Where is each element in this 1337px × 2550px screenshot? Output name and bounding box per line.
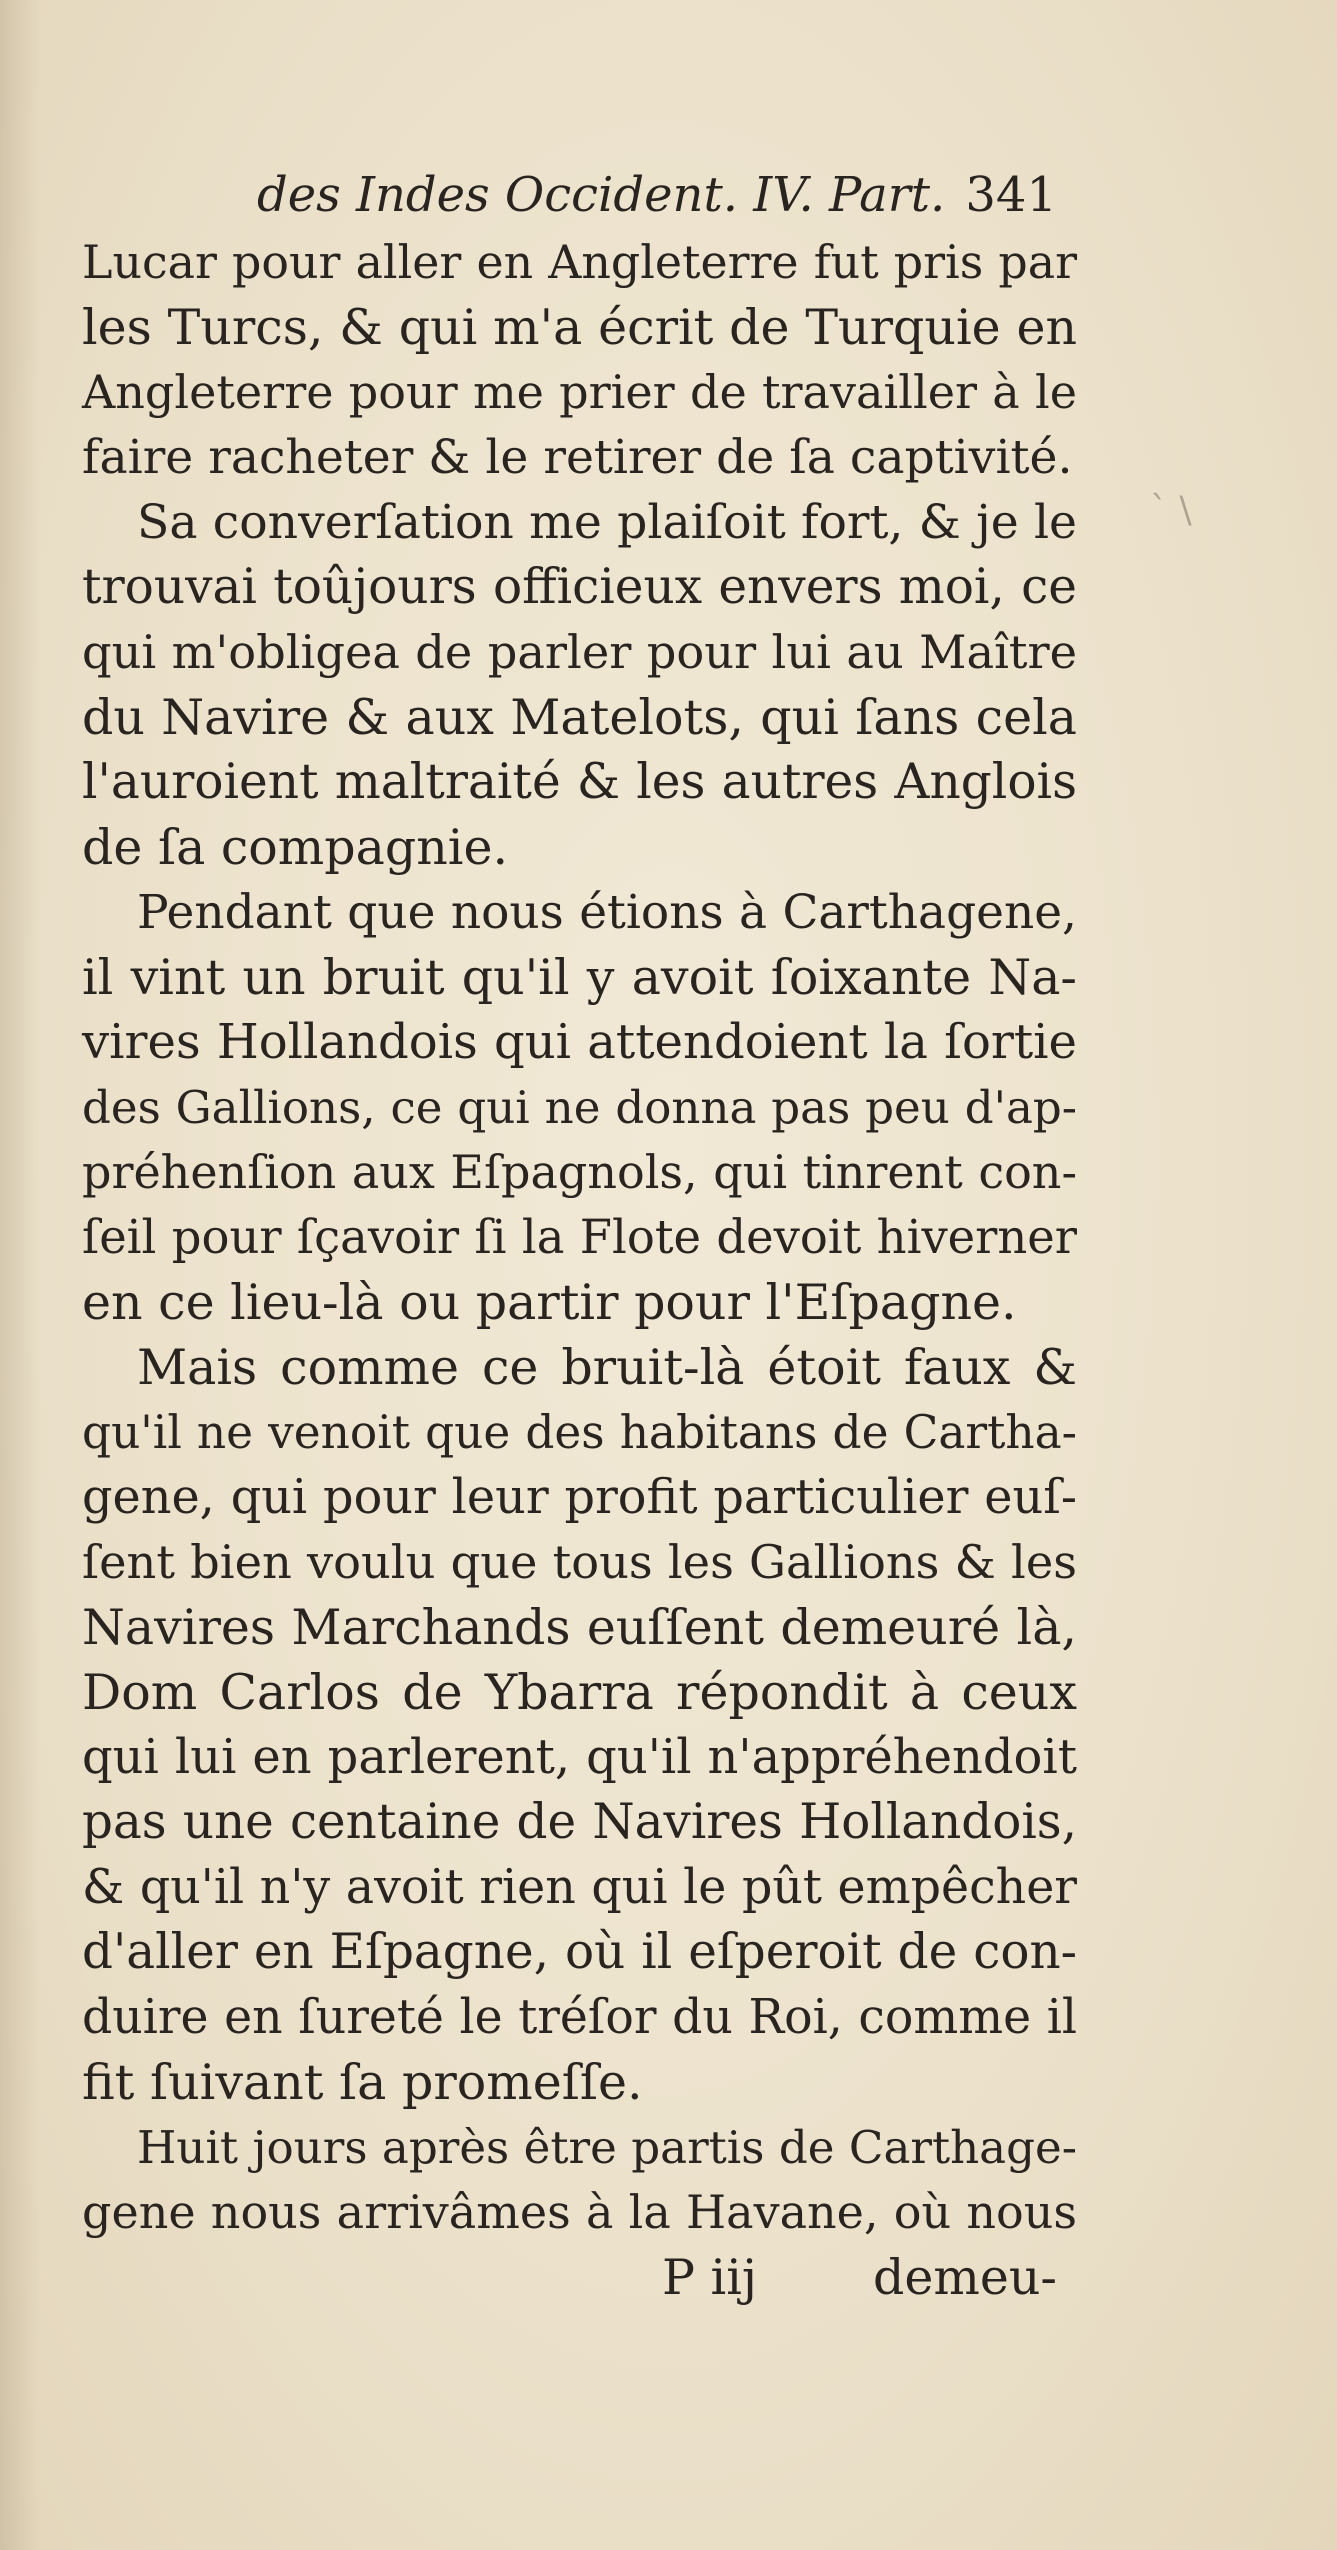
running-head	[82, 160, 1077, 230]
text-line: fit ſuivant ſa promeſſe.	[82, 2054, 643, 2111]
text-line: il vint un bruit qu'il y avoit ſoixante Na-	[82, 949, 1077, 1006]
text-line: gene, qui pour leur profit particulier euſ-	[82, 1470, 1077, 1525]
text-line: Huit jours après être partis de Carthage-	[137, 2121, 1077, 2174]
text-line: duire en ſureté le tréſor du Roi, comme il	[82, 1990, 1077, 2045]
text-line: d'aller en Eſpagne, où il eſperoit de con-	[82, 1924, 1077, 1980]
page-gutter-shadow	[0, 0, 40, 2550]
text-line: les Turcs, & qui m'a écrit de Turquie en	[82, 299, 1077, 356]
text-line: qui lui en parlerent, qu'il n'appréhendoit	[82, 1730, 1077, 1785]
text-line: Dom Carlos de Ybarra répondit à ceux	[82, 1664, 1077, 1721]
text-line: trouvai toûjours officieux envers moi, ce	[82, 559, 1077, 615]
running-head-title: des Indes Occident. IV. Part.	[257, 167, 946, 223]
page-number: 341	[965, 167, 1057, 223]
text-line: Pendant que nous étions à Carthagene,	[137, 885, 1077, 940]
text-line: qui m'obligea de parler pour lui au Maître	[82, 625, 1077, 679]
page-text-block	[82, 160, 1077, 2310]
text-line: & qu'il n'y avoit rien qui le pût empêcher	[82, 1860, 1077, 1915]
text-line: gene nous arrivâmes à la Havane, où nous	[82, 2185, 1077, 2239]
text-line: du Navire & aux Matelots, qui ſans cela	[82, 689, 1077, 746]
text-line: Angleterre pour me prier de travailler à le	[82, 365, 1077, 419]
text-line: Mais comme ce bruit-là étoit faux &	[137, 1339, 1077, 1396]
text-line: l'auroient maltraité & les autres Anglois	[82, 754, 1077, 810]
text-line: qu'il ne venoit que des habitans de Cartha-	[82, 1406, 1077, 1459]
body-text	[82, 230, 1077, 2245]
text-line: faire racheter & le retirer de ſa captivité.	[82, 430, 1073, 485]
signature-mark: P iij	[662, 2249, 758, 2306]
text-line: Navires Marchands euſſent demeuré là,	[82, 1599, 1077, 1656]
text-line: des Gallions, ce qui ne donna pas peu d'ap-	[82, 1081, 1077, 1134]
text-line: en ce lieu-là ou partir pour l'Eſpagne.	[82, 1274, 1017, 1331]
text-line: vires Hollandois qui attendoient la ſortie	[82, 1014, 1077, 1070]
text-line: ſeil pour ſçavoir ſi la Flote devoit hiverner	[82, 1210, 1077, 1264]
margin-speck: ` \	[1150, 490, 1192, 531]
page-footer	[82, 2245, 1077, 2310]
catchword: demeu-	[873, 2249, 1057, 2306]
text-line: préhenſion aux Eſpagnols, qui tinrent con-	[82, 1145, 1077, 1199]
text-line: pas une centaine de Navires Hollandois,	[82, 1794, 1077, 1850]
text-line: ſent bien voulu que tous les Gallions & les	[82, 1535, 1077, 1589]
text-line: Sa converſation me plaiſoit fort, & je le	[137, 495, 1077, 550]
text-line: Lucar pour aller en Angleterre fut pris par	[82, 235, 1077, 289]
text-line: de ſa compagnie.	[82, 819, 509, 876]
